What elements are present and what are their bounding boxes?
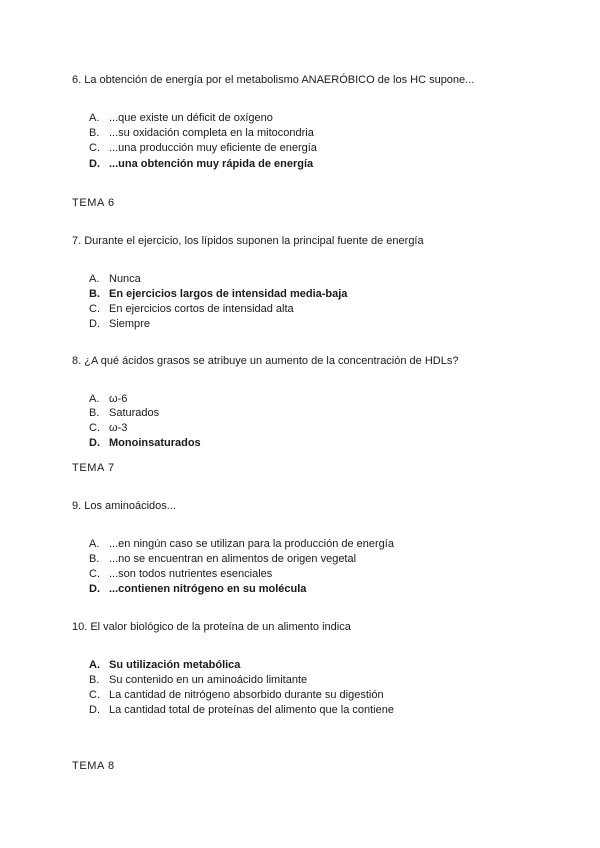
option-letter: B. bbox=[89, 288, 100, 300]
option-6a bbox=[89, 111, 273, 125]
option-letter: A. bbox=[89, 393, 100, 405]
option-text: Su contenido en un aminoácido limitante bbox=[109, 674, 308, 686]
option-text: ...una obtención muy rápida de energía bbox=[109, 158, 314, 170]
option-9a bbox=[89, 537, 394, 551]
option-letter: D. bbox=[89, 437, 100, 449]
option-letter: A. bbox=[89, 273, 100, 285]
option-8b bbox=[89, 406, 159, 420]
option-8c bbox=[89, 421, 127, 435]
option-text: ω-3 bbox=[109, 422, 128, 434]
option-letter: D. bbox=[89, 158, 100, 170]
option-letter: C. bbox=[89, 422, 100, 434]
option-letter: B. bbox=[89, 127, 100, 139]
option-10a-correct bbox=[89, 658, 240, 672]
option-letter: B. bbox=[89, 674, 100, 686]
option-9d-correct bbox=[89, 582, 306, 596]
option-letter: B. bbox=[89, 553, 100, 565]
question-9: 9. Los aminoácidos... bbox=[72, 500, 176, 512]
option-text: En ejercicios largos de intensidad media-baja bbox=[109, 288, 348, 300]
option-letter: A. bbox=[89, 659, 100, 671]
question-6: 6. La obtención de energía por el metabolismo ANAERÓBICO de los HC supone... bbox=[72, 74, 475, 86]
option-7d bbox=[89, 317, 150, 331]
option-letter: A. bbox=[89, 112, 100, 124]
option-letter: D. bbox=[89, 583, 100, 595]
section-heading-tema-7: TEMA 7 bbox=[72, 462, 115, 474]
option-10d bbox=[89, 703, 394, 717]
question-10: 10. El valor biológico de la proteína de un alimento indica bbox=[72, 621, 351, 633]
option-letter: B. bbox=[89, 407, 100, 419]
option-10c bbox=[89, 688, 384, 702]
option-letter: C. bbox=[89, 689, 100, 701]
option-text: ...que existe un déficit de oxígeno bbox=[109, 112, 273, 124]
section-heading-tema-8: TEMA 8 bbox=[72, 760, 115, 772]
option-10b bbox=[89, 673, 307, 687]
question-7: 7. Durante el ejercicio, los lípidos suponen la principal fuente de energía bbox=[72, 235, 424, 247]
option-8d-correct bbox=[89, 436, 201, 450]
section-heading-tema-6: TEMA 6 bbox=[72, 197, 115, 209]
option-text: Saturados bbox=[109, 407, 160, 419]
option-letter: C. bbox=[89, 568, 100, 580]
option-text: Nunca bbox=[109, 273, 141, 285]
option-text: ...una producción muy eficiente de energía bbox=[109, 142, 317, 154]
option-9c bbox=[89, 567, 272, 581]
option-text: ...son todos nutrientes esenciales bbox=[109, 568, 273, 580]
option-letter: D. bbox=[89, 318, 100, 330]
option-letter: C. bbox=[89, 142, 100, 154]
option-7b-correct bbox=[89, 287, 347, 301]
option-text: ω-6 bbox=[109, 393, 128, 405]
option-text: En ejercicios cortos de intensidad alta bbox=[109, 303, 294, 315]
option-text: Siempre bbox=[109, 318, 150, 330]
option-9b bbox=[89, 552, 356, 566]
option-text: ...su oxidación completa en la mitocondria bbox=[109, 127, 314, 139]
option-text: Monoinsaturados bbox=[109, 437, 201, 449]
option-text: La cantidad total de proteínas del alimento que la contiene bbox=[109, 704, 394, 716]
option-text: ...contienen nitrógeno en su molécula bbox=[109, 583, 307, 595]
option-text: ...no se encuentran en alimentos de origen vegetal bbox=[109, 553, 357, 565]
option-7a bbox=[89, 272, 141, 286]
question-8: 8. ¿A qué ácidos grasos se atribuye un aumento de la concentración de HDLs? bbox=[72, 355, 459, 367]
option-letter: D. bbox=[89, 704, 100, 716]
option-letter: A. bbox=[89, 538, 100, 550]
option-6c bbox=[89, 141, 317, 155]
option-text: Su utilización metabólica bbox=[109, 659, 241, 671]
option-8a bbox=[89, 392, 127, 406]
option-6b bbox=[89, 126, 314, 140]
option-text: La cantidad de nitrógeno absorbido durante su digestión bbox=[109, 689, 384, 701]
option-6d-correct bbox=[89, 157, 313, 171]
option-text: ...en ningún caso se utilizan para la producción de energía bbox=[109, 538, 394, 550]
option-letter: C. bbox=[89, 303, 100, 315]
option-7c bbox=[89, 302, 294, 316]
